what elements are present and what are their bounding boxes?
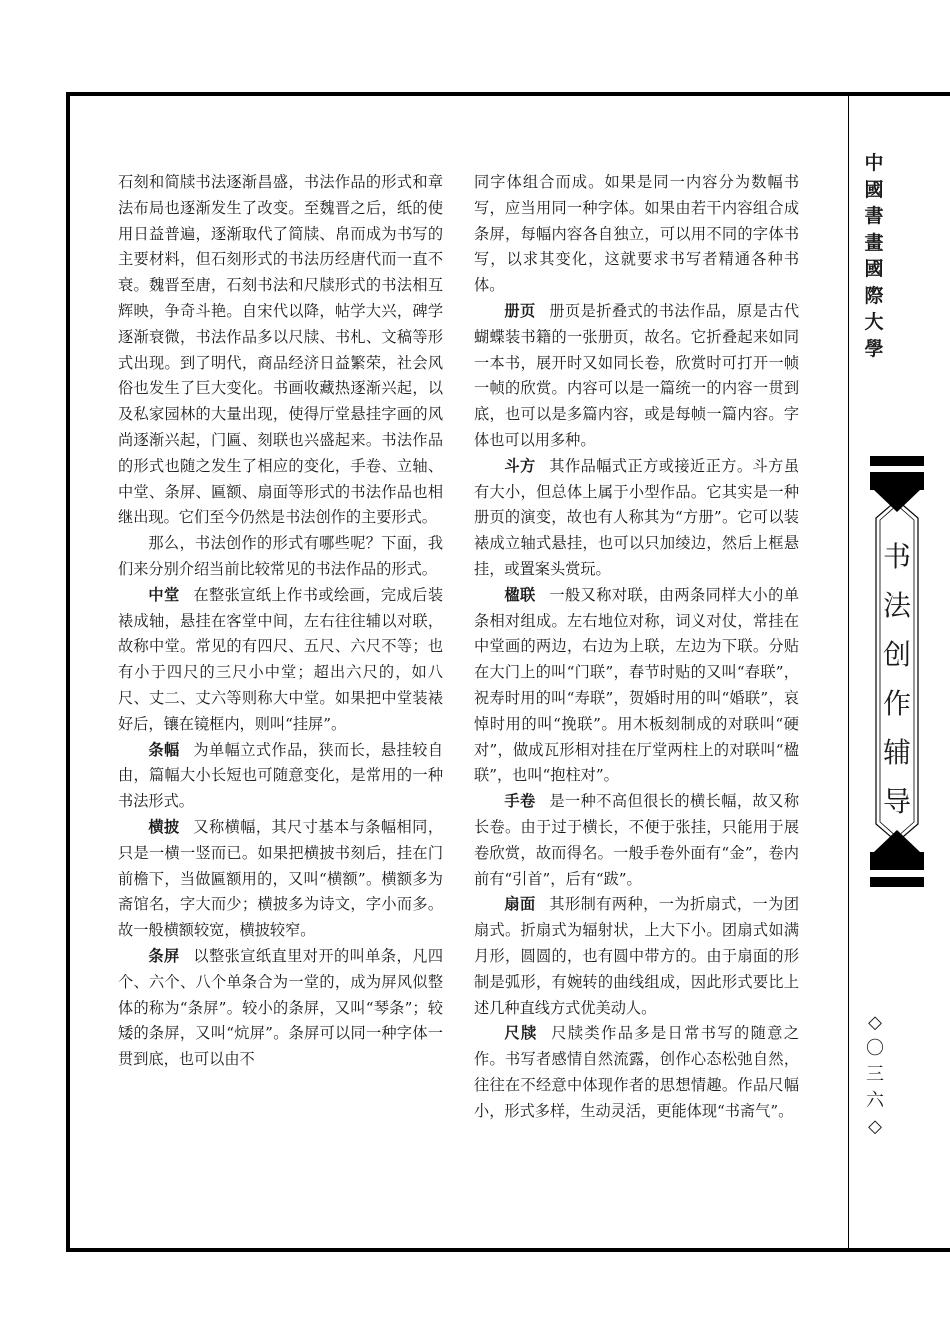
- shanmian-paragraph: [474, 892, 799, 1021]
- hengpi-text: 又称横幅，其尺寸基本与条幅相同，只是一横一竖而已。如果把横披书刻后，挂在门前檐下，当做匾额用的，又叫“横额”。横额多为斋馆名，字大而少；横披多为诗文，字小而多。故一般横额较宽，横披较窄。: [118, 817, 444, 940]
- zhongtang-text: 在整张宣纸上作书或绘画，完成后装裱成轴，悬挂在客堂中间，左右往往辅以对联，故称中堂。常见的有四尺、五尺、六尺不等；也有小于四尺的三尺小中堂；超出六尺的，如八尺、丈二、丈六等则称大中堂。如果把中堂装裱好后，镶在镜框内，则叫“挂屏”。: [118, 585, 444, 733]
- chidu-term: 尺牍: [504, 1024, 538, 1043]
- page-number-char: ◇: [868, 1012, 882, 1033]
- transition-paragraph: 那么，书法创作的形式有哪些呢？下面，我们来分别介绍当前比较常见的书法作品的形式。: [118, 534, 443, 578]
- institution-char: 國: [864, 178, 884, 201]
- book-title-char: 书: [882, 540, 911, 573]
- tiaofu-paragraph: [118, 738, 443, 815]
- yinglian-term: 楹联: [504, 585, 536, 604]
- tiaofu-text: 为单幅立式作品，狭而长，悬挂较自由，篇幅大小长短也可随意变化，是常用的一种书法形式。: [118, 740, 444, 811]
- page-number-char: 三: [866, 1064, 884, 1085]
- tiaofu-term: 条幅: [148, 740, 180, 759]
- title-badge-bottom-bar: [870, 877, 924, 887]
- frame-bottom-border: [66, 1248, 950, 1252]
- shoujuan-paragraph: [474, 789, 799, 892]
- cceye-text: 册页是折叠式的书法作品，原是古代蝴蝶装书籍的一张册页，故名。它折叠起来如同一本书，展开时又如同长卷，欣赏时可打开一帧一帧的欣赏。内容可以是一篇统一的内容一贯到底，也可以是多篇内容，或是每帧一篇内容。字体也可以用多种。: [474, 301, 800, 449]
- institution-char: 學: [864, 337, 884, 360]
- book-title-char: 导: [882, 785, 911, 818]
- yinglian-text: 一般又称对联，由两条同样大小的单条相对组成。左右地位对称，词义对仗，常挂在中堂画的两边，右边为上联，左边为下联。分贴在大门上的叫“门联”，春节时贴的又叫“春联”，祝寿时用的叫“寿联”，贺婚时用的叫“婚联”，哀悼时用的叫“挽联”。用木板刻制成的对联叫“硬对”，做成瓦形相对挂在厅堂两柱上的对联叫“楹联”，也叫“抱柱对”。: [474, 585, 800, 785]
- book-title: [870, 532, 924, 826]
- institution-char: 國: [864, 258, 884, 280]
- frame-sidebar-divider: [848, 96, 849, 1248]
- frame-left-border: [66, 92, 70, 1252]
- book-title-char: 法: [882, 589, 911, 622]
- page-number-char: 六: [866, 1090, 884, 1111]
- cceye-paragraph: [474, 299, 799, 454]
- tiaoping-term: 条屏: [148, 946, 180, 965]
- doufang-term: 斗方: [504, 456, 536, 475]
- yinglian-paragraph: [474, 583, 799, 789]
- zhongtang-term: 中堂: [148, 585, 180, 604]
- frame-top-border: [66, 92, 950, 96]
- tiaoping-continued-paragraph: 同字体组合而成。如果是同一内容分为数幅书写，应当用同一种字体。如果由若干内容组合成条屏，每幅内容各自独立，可以用不同的字体书写，以求其变化，这就要求书写者精通各种书体。: [474, 173, 799, 295]
- page-number-char: ◇: [868, 1116, 882, 1137]
- institution-char: 畫: [864, 231, 884, 254]
- shoujuan-term: 手卷: [504, 792, 536, 811]
- book-title-char: 作: [882, 687, 911, 720]
- hengpi-term: 横披: [148, 817, 180, 836]
- institution-char: 大: [864, 311, 884, 333]
- right-text-column: [474, 170, 799, 1124]
- doufang-paragraph: [474, 454, 799, 583]
- book-title-char: 辅: [882, 736, 911, 769]
- doufang-text: 其作品幅式正方或接近正方。斗方虽有大小，但总体上属于小型作品。它其实是一种册页的演变，故也有人称其为“方册”。它可以装裱成立轴式悬挂，也可以只加绫边，然后上框悬挂，或置案头赏玩。: [474, 456, 800, 578]
- intro-paragraph: 石刻和简牍书法逐渐昌盛，书法作品的形式和章法布局也逐渐发生了改变。至魏晋之后，纸的使用日益普遍，逐渐取代了简牍、帛而成为书写的主要材料，但石刻形式的书法历经唐代而一直不衰。魏晋至唐，石刻书法和尺牍形式的书法相互辉映，争奇斗艳。自宋代以降，帖学大兴，碑学逐渐衰微，书法作品多以尺牍、书札、文稿等形式出现。到了明代，商品经济日益繁荣，社会风俗也发生了巨大变化。书画收藏热逐渐兴起，以及私家园林的大量出现，使得厅堂悬挂字画的风尚逐渐兴起，门匾、刻联也兴盛起来。书法作品的形式也随之发生了相应的变化，手卷、立轴、中堂、条屏、匾额、扇面等形式的书法作品也相继出现。它们至今仍然是书法创作的主要形式。: [118, 173, 443, 527]
- book-title-badge: [870, 472, 924, 870]
- institution-name: [860, 150, 888, 362]
- left-text-column: [118, 170, 443, 1073]
- book-title-char: 创: [882, 638, 911, 671]
- title-badge-top-bar: [870, 456, 924, 466]
- chidu-text: 尺牍类作品多是日常书写的随意之作。书写者感情自然流露，创作心态松弛自然，往往在不经意中体现作者的思想情趣。作品尺幅小，形式多样，生动灵活，更能体现“书斋气”。: [474, 1024, 799, 1120]
- institution-char: 際: [864, 284, 884, 307]
- tiaoping-paragraph: [118, 944, 443, 1073]
- shanmian-text: 其形制有两种，一为折扇式，一为团扇式。折扇式为辐射状，上大下小。团扇式如满月形，圆圆的，也有圆中带方的。由于扇面的形制是弧形，有婉转的曲线组成，因此形式要比上述几种直线方式优美动人。: [474, 895, 800, 1017]
- page-number-char: 〇: [866, 1038, 884, 1059]
- shanmian-term: 扇面: [504, 895, 536, 914]
- hengpi-paragraph: [118, 815, 443, 944]
- tiaoping-text: 以整张宣纸直里对开的叫单条，凡四个、六个、八个单条合为一堂的，成为屏风似整体的称为“条屏”。较小的条屏，又叫“琴条”；较矮的条屏，又叫“炕屏”。条屏可以同一种字体一贯到底，也可以由不: [118, 946, 444, 1069]
- shoujuan-text: 是一种不高但很长的横长幅，故又称长卷。由于过于横长，不便于张挂，只能用于展卷欣赏，故而得名。一般手卷外面有“金”，卷内前有“引首”，后有“跋”。: [474, 792, 800, 888]
- zhongtang-paragraph: [118, 583, 443, 738]
- chidu-paragraph: [474, 1021, 799, 1124]
- cceye-term: 册页: [504, 301, 536, 320]
- institution-char: 書: [864, 205, 884, 227]
- institution-char: 中: [864, 152, 884, 174]
- page-number: [862, 1010, 888, 1140]
